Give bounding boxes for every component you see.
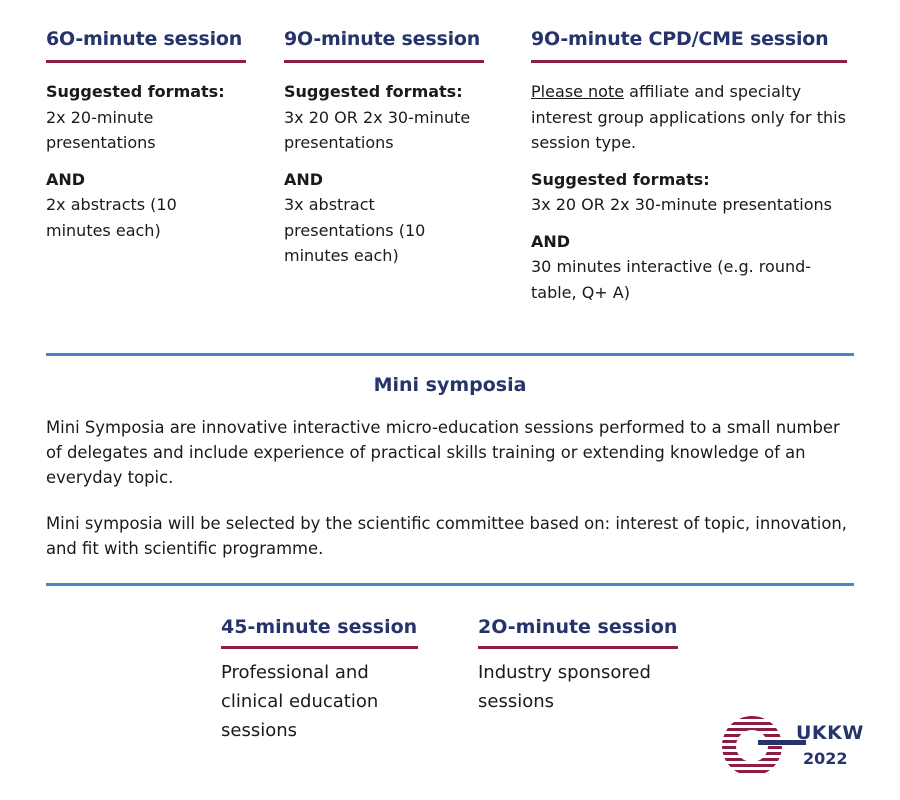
mini-paragraph-1: Mini Symposia are innovative interactive micro-education sessions performed to a small number of delegates and include experience of practical skills training or extending knowledge of an everyday topic. [46, 418, 840, 487]
column-title: 6O-minute session [46, 28, 246, 63]
formats-label: Suggested formats: [531, 169, 710, 189]
formats-label: Suggested formats: [46, 82, 225, 101]
note-paragraph [531, 79, 851, 156]
formats-text: 3x 20 OR 2x 30-minute presentations [531, 195, 832, 214]
column-title: 9O-minute session [284, 28, 484, 63]
column-90-minute [284, 28, 484, 269]
session-45-minute [221, 616, 421, 745]
note-label: Please note [531, 82, 625, 101]
logo-text: UKKW [796, 722, 864, 744]
session-text: Professional and clinical education sessions [221, 662, 379, 741]
formats-text: 3x 20 OR 2x 30-minute presentations [284, 107, 471, 152]
column-90-minute-cpd [531, 28, 851, 305]
and-text: 30 minutes interactive (e.g. round-table, Q+ A) [531, 257, 812, 302]
divider-top [46, 353, 854, 356]
mini-paragraph-2: Mini symposia will be selected by the scientific committee based on: interest of topic, innovation, and fit with scientific programme. [46, 514, 847, 558]
session-title: 2O-minute session [478, 616, 678, 649]
formats-text: 2x 20-minute presentations [46, 107, 156, 152]
and-label: AND [284, 169, 324, 189]
column-title: 9O-minute CPD/CME session [531, 28, 847, 63]
mini-symposia-title: Mini symposia [373, 374, 527, 396]
and-label: AND [531, 231, 571, 251]
and-text: 3x abstract presentations (10 minutes each) [284, 195, 426, 265]
session-title: 45-minute session [221, 616, 418, 649]
and-label: AND [46, 169, 86, 189]
session-20-minute [478, 616, 683, 716]
column-60-minute [46, 28, 246, 243]
logo-year: 2022 [803, 749, 848, 768]
divider-bottom [46, 583, 854, 586]
and-text: 2x abstracts (10 minutes each) [46, 195, 177, 240]
session-text: Industry sponsored sessions [478, 662, 651, 712]
note-text: affiliate and specialty interest group applications only for this session type. [531, 82, 846, 152]
formats-label: Suggested formats: [284, 82, 463, 101]
